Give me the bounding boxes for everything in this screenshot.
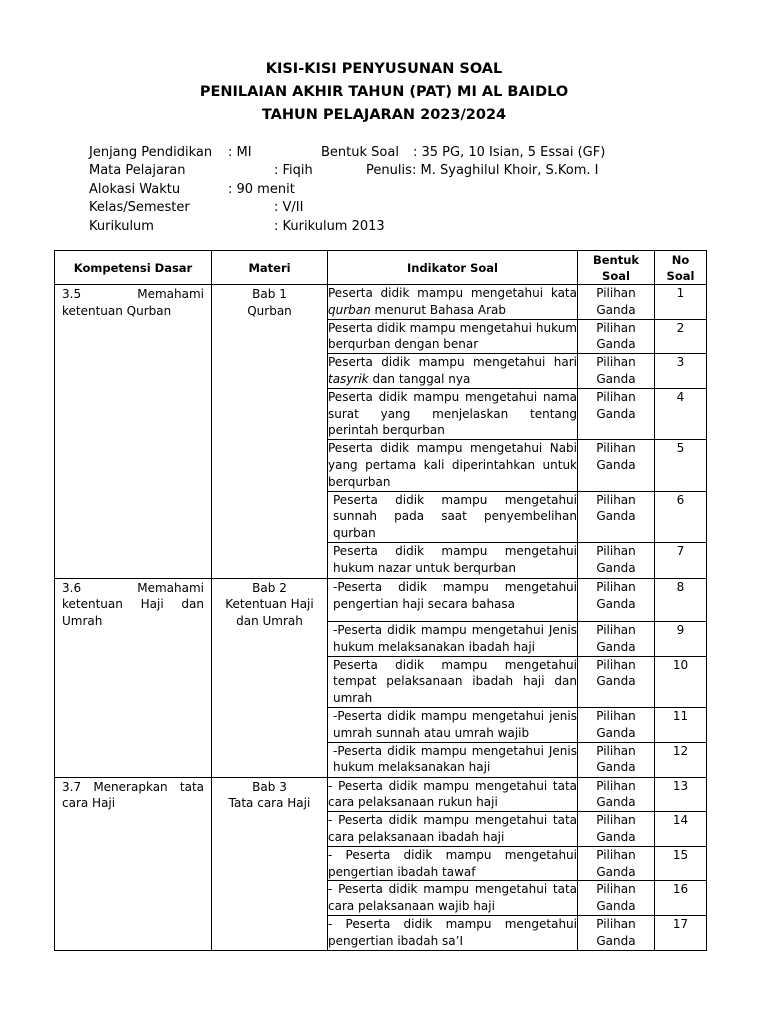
indikator-text: Peserta didik mampu mengetahui pengertian haji secara bahasa xyxy=(333,579,577,611)
mapel-label: Mata Pelajaran xyxy=(89,163,186,179)
indikator-cell xyxy=(328,354,578,389)
bentuk-line: Pilihan xyxy=(596,389,636,404)
materi-cell-bab-3 xyxy=(212,777,328,950)
bullet-dash: - xyxy=(328,916,333,931)
bentuk-line: Ganda xyxy=(596,933,636,948)
materi-text xyxy=(212,579,327,630)
no-soal-cell: 14 xyxy=(655,812,707,847)
bentuk-line: Ganda xyxy=(596,371,636,386)
bullet-dash: - xyxy=(328,847,333,862)
kisi-kisi-table xyxy=(54,250,707,951)
bentuk-line: Pilihan xyxy=(596,622,636,637)
indikator-text: Peserta didik mampu mengetahui pengertian ibadah tawaf xyxy=(328,847,577,879)
bentuk-line: Pilihan xyxy=(596,355,636,370)
bentuk-cell xyxy=(578,621,655,656)
bentuk-cell xyxy=(578,319,655,354)
header-bentuk-line2: Soal xyxy=(602,268,630,283)
bentuk-cell xyxy=(578,812,655,847)
bentuk-line: Pilihan xyxy=(596,813,636,828)
table-header-row xyxy=(55,251,707,285)
bentuk-line: Ganda xyxy=(596,795,636,810)
kurikulum-label: Kurikulum xyxy=(89,218,154,234)
bentuk-line: Pilihan xyxy=(596,708,636,723)
kd-text xyxy=(55,285,211,319)
kd-text xyxy=(55,778,211,812)
table-row xyxy=(55,578,707,621)
alokasi-label: Alokasi Waktu xyxy=(89,181,181,197)
kurikulum-value: : Kurikulum 2013 xyxy=(274,218,385,234)
mapel-value: : Fiqih xyxy=(274,163,313,179)
alokasi-value: : 90 menit xyxy=(228,181,295,197)
no-soal-cell: 7 xyxy=(655,542,707,578)
bentuk-line: Pilihan xyxy=(596,286,636,300)
indikator-cell xyxy=(328,812,578,847)
indikator-text: Peserta didik mampu mengetahui jenis umrah sunnah atau umrah wajib xyxy=(333,708,577,740)
header-no-line1: No xyxy=(671,252,690,267)
no-soal-cell: 1 xyxy=(655,285,707,320)
bentuk-cell xyxy=(578,846,655,881)
no-soal-cell: 16 xyxy=(655,881,707,916)
bentuk-line: Ganda xyxy=(596,760,636,775)
no-soal-cell: 6 xyxy=(655,491,707,542)
bentuk-cell xyxy=(578,742,655,777)
no-soal-cell: 13 xyxy=(655,777,707,812)
no-soal-cell: 15 xyxy=(655,846,707,881)
materi-text xyxy=(212,778,327,812)
no-soal-cell: 5 xyxy=(655,440,707,491)
title-line-1: KISI-KISI PENYUSUNAN SOAL xyxy=(265,61,503,77)
kd-line: ketentuan Qurban xyxy=(62,303,172,318)
table-row xyxy=(55,777,707,812)
header-no-soal xyxy=(655,251,707,285)
bentuk-soal-value: : 35 PG, 10 Isian, 5 Essai (GF) xyxy=(413,145,606,160)
kd-line: 3.5 Memahami xyxy=(62,287,204,301)
bentuk-line: Ganda xyxy=(596,674,636,689)
indikator-cell xyxy=(328,915,578,950)
bentuk-cell xyxy=(578,777,655,812)
kd-line: Umrah xyxy=(62,613,103,628)
indikator-cell: Peserta didik mampu mengetahui tempat pelaksanaan ibadah haji dan umrah xyxy=(328,656,578,707)
materi-line: dan Umrah xyxy=(236,613,303,628)
bentuk-line: Ganda xyxy=(596,560,636,575)
kd-text xyxy=(55,579,211,630)
bullet-dash: - xyxy=(333,622,338,637)
bentuk-cell xyxy=(578,578,655,621)
bentuk-line: Pilihan xyxy=(596,579,636,594)
bentuk-cell xyxy=(578,542,655,578)
bentuk-cell xyxy=(578,707,655,742)
indikator-cell: Peserta didik mampu mengetahui hukum berqurban dengan benar xyxy=(328,319,578,354)
bullet-dash: - xyxy=(328,778,333,793)
bentuk-line: Ganda xyxy=(596,596,636,611)
no-soal-cell: 4 xyxy=(655,388,707,439)
kd-line: 3.6 Memahami xyxy=(62,580,204,595)
indikator-cell: Peserta didik mampu mengetahui Nabi yang pertama kali diperintahkan untuk berqurban xyxy=(328,440,578,491)
indikator-cell xyxy=(328,846,578,881)
indikator-text: Peserta didik mampu mengetahui Jenis hukum melaksanakan haji xyxy=(333,743,577,775)
no-soal-cell: 11 xyxy=(655,707,707,742)
header-no-line2: Soal xyxy=(666,268,695,283)
bentuk-line: Ganda xyxy=(596,457,636,472)
bentuk-line: Pilihan xyxy=(596,882,636,897)
bullet-dash: - xyxy=(328,882,333,897)
kelas-label: Kelas/Semester xyxy=(89,200,190,216)
indikator-text: Peserta didik mampu mengetahui hari xyxy=(328,355,577,370)
kd-line: 3.7 Menerapkan tata xyxy=(62,779,204,794)
bullet-dash: - xyxy=(333,743,338,758)
indikator-text: Peserta didik mampu mengetahui tata cara pelaksanaan rukun haji xyxy=(328,778,577,810)
title-line-2: PENILAIAN AKHIR TAHUN (PAT) MI AL BAIDLO xyxy=(199,84,569,100)
bentuk-cell xyxy=(578,881,655,916)
materi-line: Bab 1 xyxy=(252,287,287,301)
bentuk-line: Ganda xyxy=(596,337,636,352)
materi-line: Bab 3 xyxy=(252,779,287,794)
jenjang-value: : MI xyxy=(228,145,252,160)
jenjang-label: Jenjang Pendidikan xyxy=(89,145,213,160)
no-soal-cell: 10 xyxy=(655,656,707,707)
bentuk-line: Pilihan xyxy=(596,916,636,931)
indikator-text: dan tanggal nya xyxy=(368,371,471,386)
materi-line: Tata cara Haji xyxy=(228,796,311,811)
materi-line: Qurban xyxy=(247,303,292,318)
no-soal-cell: 2 xyxy=(655,319,707,354)
bentuk-cell xyxy=(578,388,655,439)
kd-line: ketentuan Haji dan xyxy=(62,597,204,612)
bentuk-line: Pilihan xyxy=(596,492,636,507)
title-line-3: TAHUN PELAJARAN 2023/2024 xyxy=(261,107,507,123)
bentuk-line: Pilihan xyxy=(596,778,636,793)
materi-line: Ketentuan Haji xyxy=(225,597,314,612)
indikator-cell xyxy=(328,777,578,812)
kd-line: cara Haji xyxy=(62,796,116,811)
indikator-text: Peserta didik mampu mengetahui pengertian ibadah sa’I xyxy=(328,916,577,948)
indikator-cell: Peserta didik mampu mengetahui sunnah pada saat penyembelihan qurban xyxy=(328,491,578,542)
bentuk-cell xyxy=(578,656,655,707)
indikator-cell xyxy=(328,578,578,621)
indikator-text: Peserta didik mampu mengetahui kata xyxy=(328,286,577,300)
bentuk-cell xyxy=(578,285,655,320)
indikator-text: menurut Bahasa Arab xyxy=(370,302,506,317)
bentuk-line: Pilihan xyxy=(596,743,636,758)
table-row xyxy=(55,285,707,320)
indikator-cell xyxy=(328,621,578,656)
indikator-text: Peserta didik mampu mengetahui tata cara pelaksanaan ibadah haji xyxy=(328,813,577,844)
bentuk-soal-label: Bentuk Soal xyxy=(321,145,399,160)
bentuk-line: Ganda xyxy=(596,864,636,879)
bentuk-line: Ganda xyxy=(596,725,636,740)
bentuk-line: Pilihan xyxy=(596,320,636,335)
bentuk-line: Pilihan xyxy=(596,657,636,672)
kd-cell-3-6 xyxy=(55,578,212,777)
header-indikator-soal: Indikator Soal xyxy=(328,251,578,285)
no-soal-cell: 3 xyxy=(655,354,707,389)
bentuk-cell xyxy=(578,491,655,542)
materi-cell-bab-1 xyxy=(212,285,328,579)
bullet-dash: - xyxy=(333,579,338,594)
bentuk-cell xyxy=(578,440,655,491)
indikator-text: Peserta didik mampu mengetahui tata cara pelaksanaan wajib haji xyxy=(328,882,577,914)
bentuk-line: Pilihan xyxy=(596,543,636,558)
indikator-cell xyxy=(328,707,578,742)
bentuk-cell xyxy=(578,354,655,389)
indikator-cell: Peserta didik mampu mengetahui nama surat yang menjelaskan tentang perintah berqurban xyxy=(328,388,578,439)
indikator-italic-term: qurban xyxy=(328,302,371,317)
bullet-dash: - xyxy=(328,813,333,828)
kd-cell-3-5 xyxy=(55,285,212,579)
materi-cell-bab-2 xyxy=(212,578,328,777)
kd-cell-3-7 xyxy=(55,777,212,950)
header-materi: Materi xyxy=(212,251,328,285)
penulis-value: : M. Syaghilul Khoir, S.Kom. I xyxy=(412,163,599,179)
header-bentuk-line1: Bentuk xyxy=(592,252,640,267)
penulis-label: Penulis xyxy=(366,163,412,179)
indikator-cell xyxy=(328,881,578,916)
materi-text xyxy=(212,285,327,319)
no-soal-cell: 8 xyxy=(655,578,707,621)
indikator-cell xyxy=(328,285,578,320)
indikator-cell xyxy=(328,742,578,777)
materi-line: Bab 2 xyxy=(252,580,287,595)
no-soal-cell: 9 xyxy=(655,621,707,656)
kelas-value: : V/II xyxy=(274,200,304,216)
no-soal-cell: 17 xyxy=(655,915,707,950)
bentuk-line: Ganda xyxy=(596,899,636,914)
bullet-dash: - xyxy=(333,708,338,723)
bentuk-line: Ganda xyxy=(596,509,636,524)
header-bentuk-soal xyxy=(578,251,655,285)
bentuk-cell xyxy=(578,915,655,950)
indikator-cell: Peserta didik mampu mengetahui hukum nazar untuk berqurban xyxy=(328,542,578,578)
bentuk-line: Ganda xyxy=(596,406,636,421)
bentuk-line: Ganda xyxy=(596,639,636,654)
bentuk-line: Ganda xyxy=(596,829,636,844)
indikator-text: Peserta didik mampu mengetahui Jenis hukum melaksanakan ibadah haji xyxy=(333,622,577,654)
header-kompetensi-dasar: Kompetensi Dasar xyxy=(55,251,212,285)
bentuk-line: Pilihan xyxy=(596,441,636,456)
bentuk-line: Ganda xyxy=(596,302,636,317)
bentuk-line: Pilihan xyxy=(596,847,636,862)
indikator-italic-term: tasyrik xyxy=(328,371,369,386)
document-title-block xyxy=(0,58,768,127)
no-soal-cell: 12 xyxy=(655,742,707,777)
